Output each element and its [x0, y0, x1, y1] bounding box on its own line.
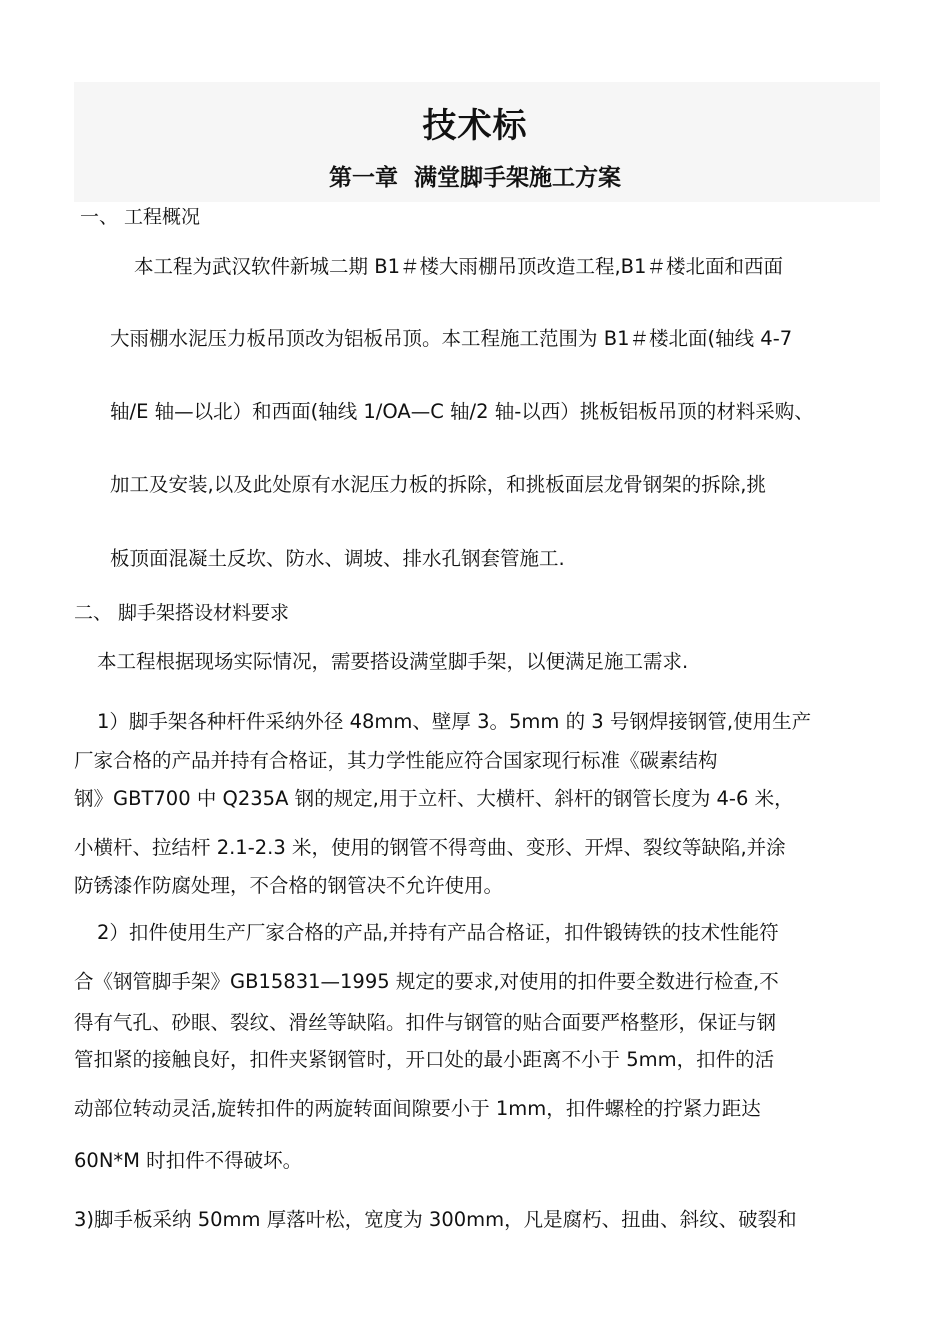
item2-line: 2）扣件使用生产厂家合格的产品,并持有产品合格证，扣件锻铸铁的技术性能符	[97, 921, 779, 944]
item2-line: 得有气孔、砂眼、裂纹、滑丝等缺陷。扣件与钢管的贴合面要严格整形，保证与钢	[74, 1011, 777, 1034]
overview-line: 加工及安装,以及此处原有水泥压力板的拆除，和挑板面层龙骨钢架的拆除,挑	[110, 473, 766, 496]
section-heading-overview: 一、 工程概况	[80, 206, 201, 228]
overview-line: 大雨棚水泥压力板吊顶改为铝板吊顶。本工程施工范围为 B1＃楼北面(轴线 4-7	[110, 327, 793, 350]
item2-line: 动部位转动灵活,旋转扣件的两旋转面间隙要小于 1mm，扣件螺栓的拧紧力距达	[74, 1097, 761, 1120]
item2-line: 管扣紧的接触良好，扣件夹紧钢管时，开口处的最小距离不小于 5mm，扣件的活	[74, 1048, 775, 1071]
overview-line: 轴/E 轴—以北）和西面(轴线 1/OA—C 轴/2 轴-以西）挑板铝板吊顶的材料采购、	[110, 400, 814, 423]
item3-line: 3)脚手板采纳 50mm 厚落叶松，宽度为 300mm，凡是腐朽、扭曲、斜纹、破裂和	[74, 1208, 797, 1231]
item1-line: 防锈漆作防腐处理，不合格的钢管决不允许使用。	[74, 874, 504, 897]
overview-line: 板顶面混凝土反坎、防水、调坡、排水孔钢套管施工.	[110, 547, 565, 570]
item2-line: 60N*M 时扣件不得破坏。	[74, 1149, 303, 1172]
item1-line: 1）脚手架各种杆件采纳外径 48mm、壁厚 3。5mm 的 3 号钢焊接钢管,使用生产	[97, 710, 812, 733]
item1-line: 厂家合格的产品并持有合格证，其力学性能应符合国家现行标准《碳素结构	[74, 749, 718, 772]
materials-intro: 本工程根据现场实际情况，需要搭设满堂脚手架，以便满足施工需求.	[97, 650, 689, 673]
section-heading-materials: 二、 脚手架搭设材料要求	[74, 602, 290, 624]
document-title: 技术标	[422, 106, 528, 146]
chapter-title: 第一章 满堂脚手架施工方案	[328, 164, 621, 191]
item1-line: 钢》GBT700 中 Q235A 钢的规定,用于立杆、大横杆、斜杆的钢管长度为 4-6 米，	[74, 787, 794, 810]
item1-line: 小横杆、拉结杆 2.1-2.3 米，使用的钢管不得弯曲、变形、开焊、裂纹等缺陷,并涂	[74, 836, 786, 859]
item2-line: 合《钢管脚手架》GB15831—1995 规定的要求,对使用的扣件要全数进行检查,不	[74, 970, 779, 993]
overview-line: 本工程为武汉软件新城二期 B1＃楼大雨棚吊顶改造工程,B1＃楼北面和西面	[134, 255, 783, 278]
